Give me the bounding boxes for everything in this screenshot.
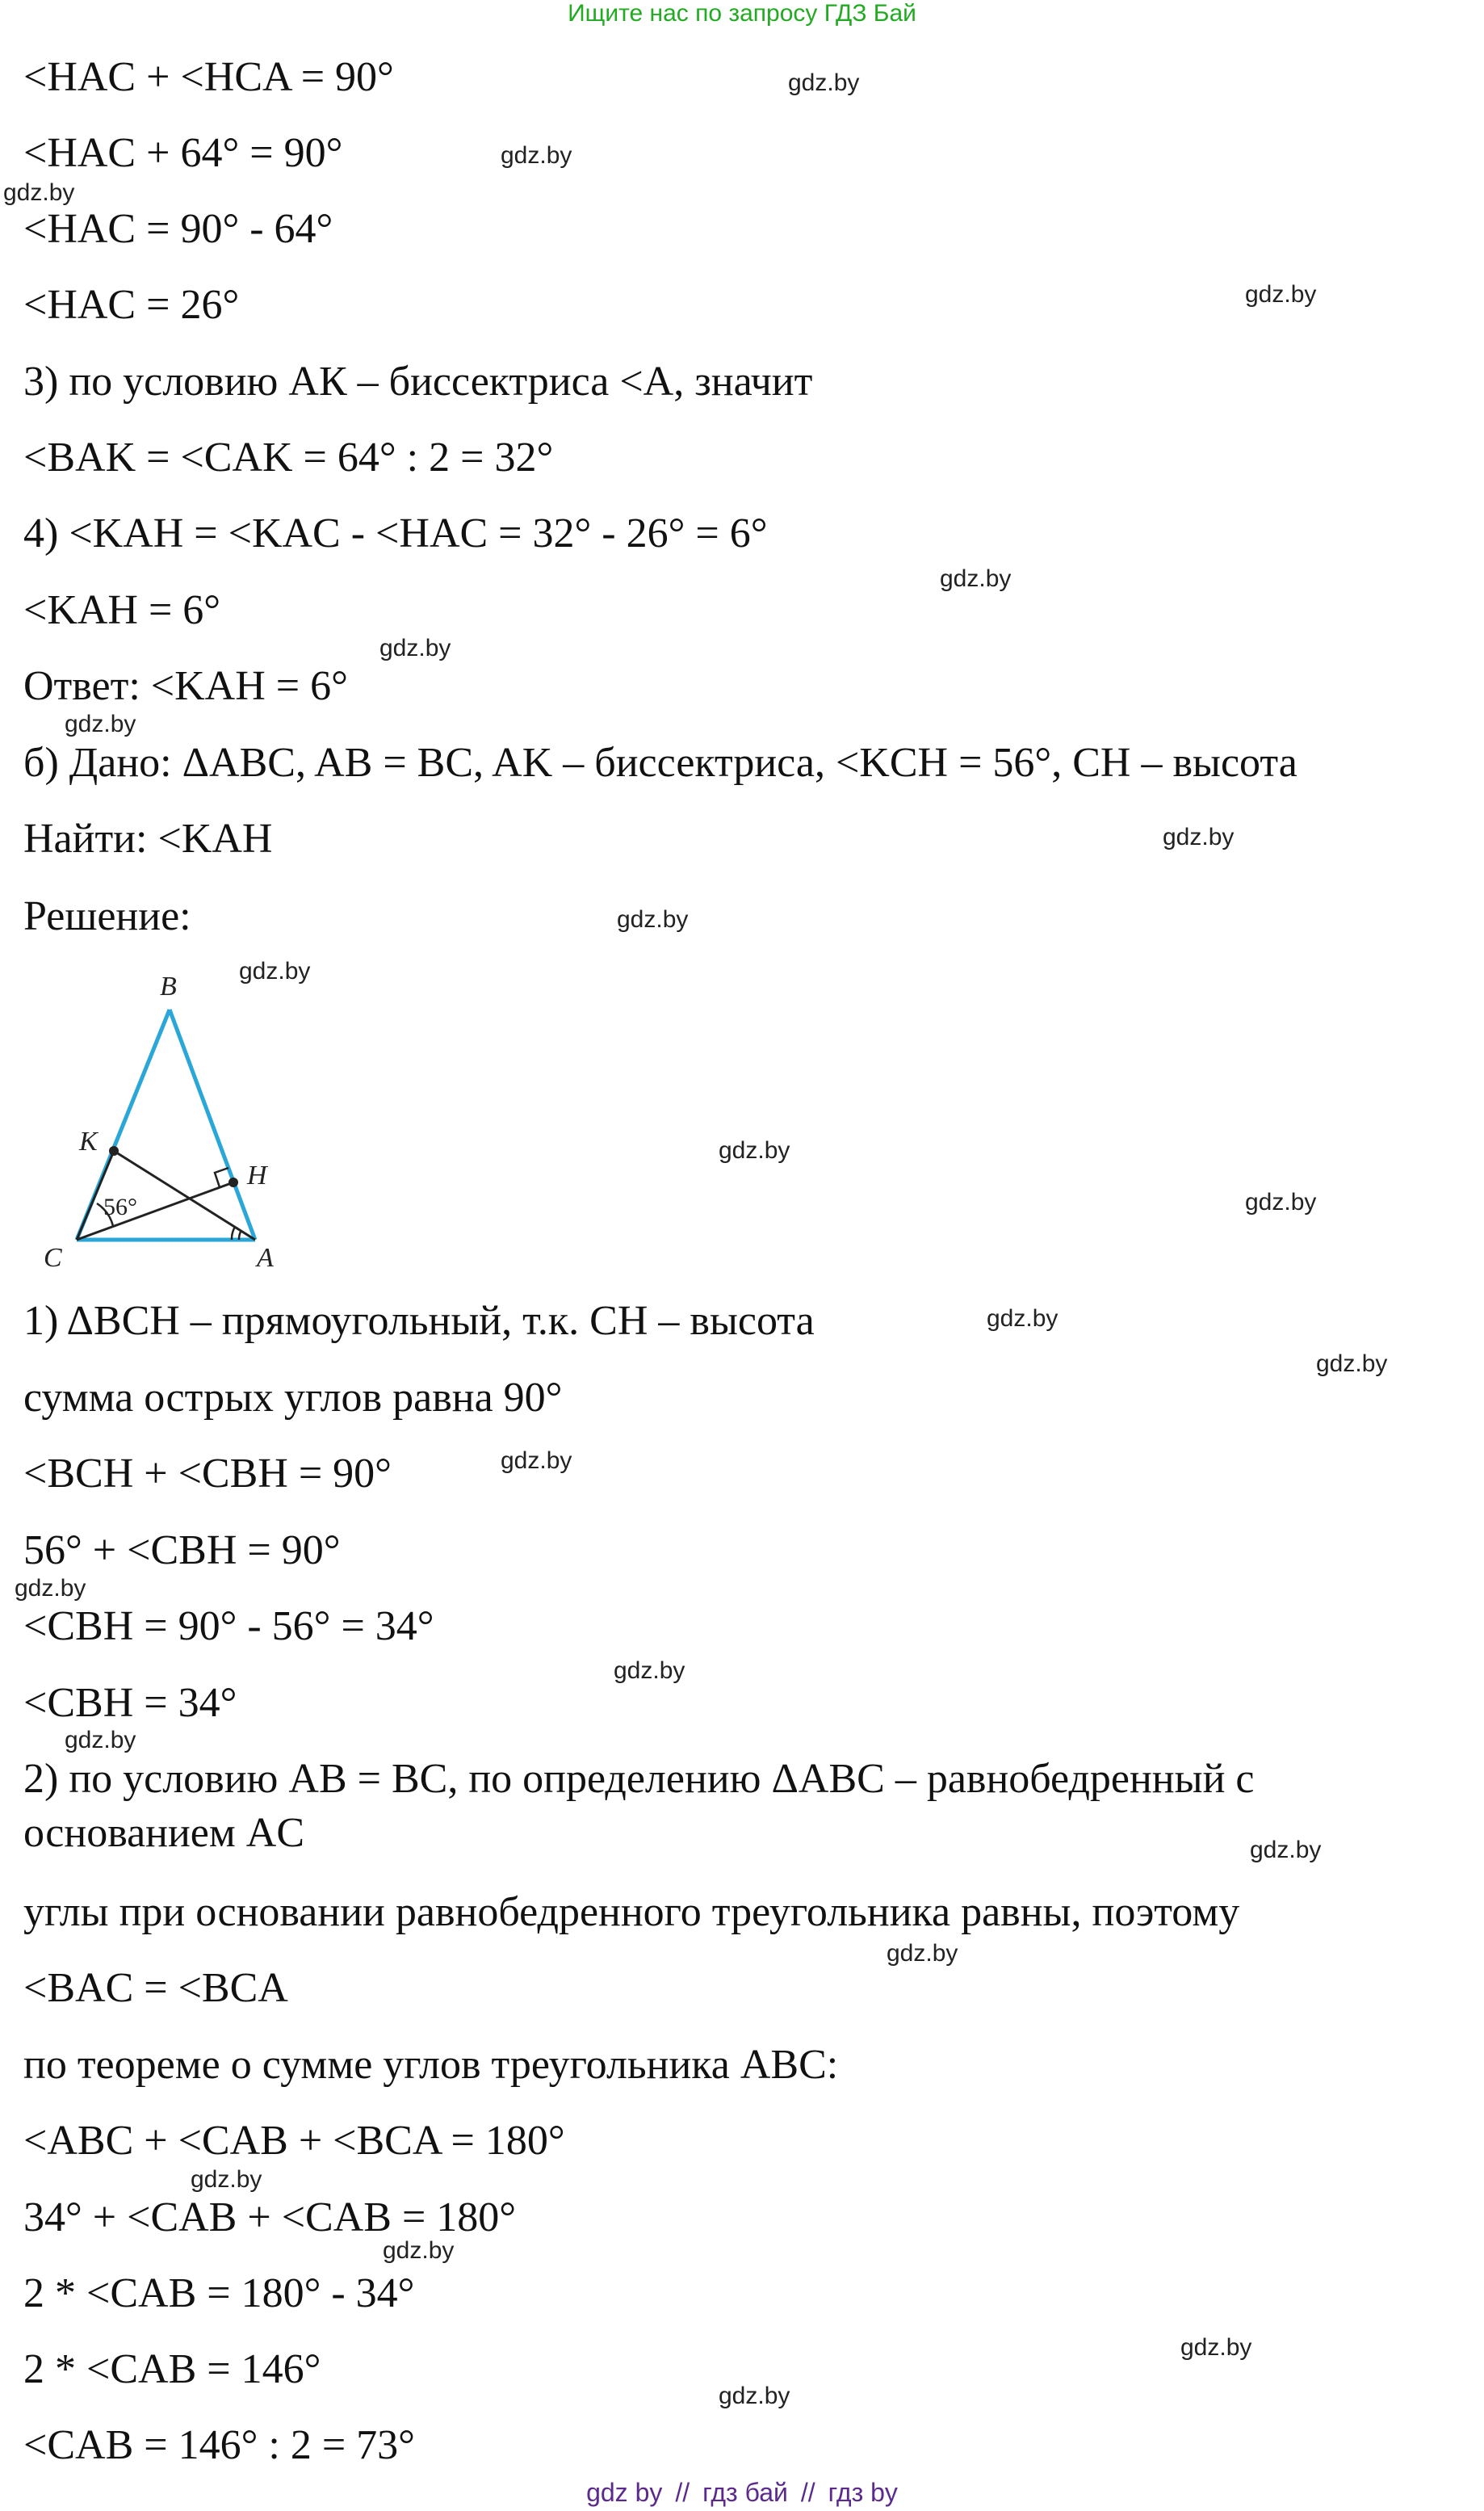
- point-k: [109, 1146, 119, 1156]
- solution-line: 3) по условию АК – биссектриса <A, значит: [23, 359, 813, 405]
- point-h: [228, 1178, 238, 1187]
- watermark: gdz.by: [1163, 824, 1235, 850]
- answer-line: Ответ: <KAH = 6°: [23, 663, 348, 709]
- solution-line: 4) <KAH = <KAC - <HAC = 32° - 26° = 6°: [23, 510, 768, 556]
- vertex-label-k: K: [79, 1127, 98, 1157]
- given-line: б) Дано: ΔABC, AB = BC, AK – биссектриса, <KCH = 56°, CH – высота: [23, 740, 1297, 786]
- solution-line: 2 * <CAB = 146°: [23, 2346, 321, 2392]
- solution-line: <HAC + 64° = 90°: [23, 130, 343, 176]
- watermark: gdz.by: [65, 1727, 136, 1753]
- angle-label-kch: 56°: [103, 1194, 137, 1220]
- watermark: gdz.by: [719, 1137, 790, 1164]
- solution-line: основанием AC: [23, 1810, 305, 1856]
- solution-line: сумма острых углов равна 90°: [23, 1375, 563, 1421]
- watermark: gdz.by: [3, 179, 75, 206]
- solution-line: 34° + <CAB + <CAB = 180°: [23, 2194, 517, 2240]
- solution-line: по теореме о сумме углов треугольника ABC:: [23, 2042, 839, 2088]
- solution-line: 2) по условию AB = BC, по определению ΔABC – равнобедренный с: [23, 1756, 1255, 1802]
- solution-line: <BCH + <CBH = 90°: [23, 1451, 392, 1497]
- vertex-label-a: A: [257, 1243, 274, 1273]
- solution-line: <CBH = 34°: [23, 1680, 237, 1726]
- solution-line: 56° + <CBH = 90°: [23, 1527, 341, 1573]
- vertex-label-b: B: [160, 972, 177, 1001]
- watermark: gdz.by: [383, 2237, 455, 2264]
- solution-line: 2 * <CAB = 180° - 34°: [23, 2270, 415, 2316]
- watermark: gdz.by: [617, 906, 689, 933]
- footer-link[interactable]: гдз бай: [702, 2478, 788, 2507]
- watermark: gdz.by: [191, 2166, 262, 2193]
- triangle-figure: [32, 961, 307, 1276]
- watermark: gdz.by: [614, 1657, 685, 1684]
- solution-line: <ABC + <CAB + <BCA = 180°: [23, 2118, 565, 2164]
- footer-link[interactable]: гдз by: [828, 2478, 898, 2507]
- footer-separator: //: [675, 2478, 690, 2507]
- solution-line: 1) ΔBCH – прямоугольный, т.к. CH – высота: [23, 1298, 815, 1344]
- watermark: gdz.by: [887, 1940, 958, 1967]
- watermark: gdz.by: [501, 142, 572, 169]
- watermark: gdz.by: [719, 2383, 790, 2409]
- solution-line: <BAC = <BCA: [23, 1965, 288, 2011]
- watermark: gdz.by: [501, 1447, 572, 1474]
- watermark: gdz.by: [1250, 1837, 1322, 1863]
- footer-link[interactable]: gdz by: [586, 2478, 663, 2507]
- side-ba: [170, 1010, 255, 1240]
- watermark: gdz.by: [1245, 1189, 1317, 1216]
- footer-links: [0, 2476, 1484, 2509]
- solution-line: углы при основании равнобедренного треугольника равны, поэтому: [23, 1889, 1240, 1935]
- solution-line: <BAK = <CAK = 64° : 2 = 32°: [23, 435, 554, 481]
- watermark: gdz.by: [987, 1305, 1059, 1332]
- vertex-label-c: C: [44, 1243, 62, 1273]
- solution-line: <HAC + <HCA = 90°: [23, 54, 394, 100]
- solution-line: <CAB = 146° : 2 = 73°: [23, 2422, 415, 2468]
- watermark: gdz.by: [379, 635, 451, 661]
- watermark: gdz.by: [1316, 1350, 1388, 1377]
- solution-line: <CBH = 90° - 56° = 34°: [23, 1603, 434, 1649]
- footer-separator: //: [800, 2478, 815, 2507]
- find-line: Найти: <KAH: [23, 816, 273, 862]
- solution-heading: Решение:: [23, 893, 191, 939]
- watermark: gdz.by: [1180, 2334, 1252, 2361]
- watermark: gdz.by: [15, 1575, 86, 1602]
- search-hint-banner[interactable]: Ищите нас по запросу ГДЗ Бай: [568, 0, 916, 27]
- solution-line: <KAH = 6°: [23, 587, 221, 633]
- vertex-label-h: H: [247, 1161, 267, 1190]
- solution-line: <HAC = 26°: [23, 282, 240, 328]
- solution-line: <HAC = 90° - 64°: [23, 206, 333, 252]
- watermark: gdz.by: [788, 69, 860, 96]
- watermark: gdz.by: [1245, 281, 1317, 308]
- watermark: gdz.by: [239, 958, 311, 985]
- watermark: gdz.by: [65, 711, 136, 737]
- watermark: gdz.by: [940, 565, 1012, 592]
